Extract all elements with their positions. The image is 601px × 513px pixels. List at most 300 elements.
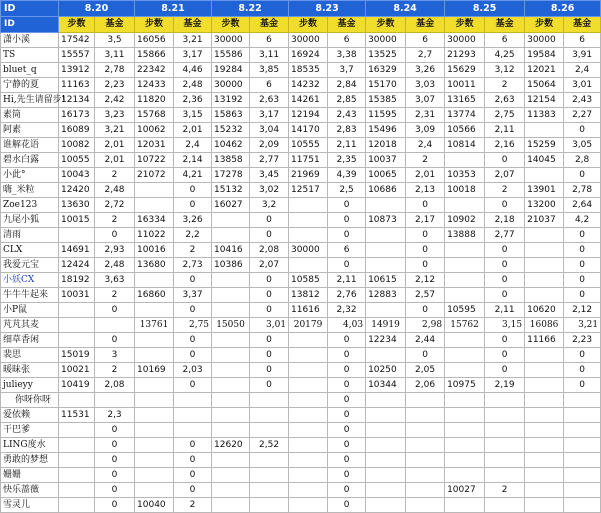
member-name: 素筒 (1, 108, 59, 123)
fund-cell: 2,06 (406, 378, 445, 393)
steps-cell: 10686 (366, 183, 406, 198)
steps-cell (212, 333, 250, 348)
fund-cell: 2,63 (485, 93, 525, 108)
fund-cell (406, 438, 445, 453)
fund-cell: 0 (485, 258, 525, 273)
fund-cell: 0 (328, 498, 366, 513)
table-row (1, 228, 601, 243)
fund-cell: 2,84 (328, 78, 366, 93)
fund-cell: 6 (406, 33, 445, 48)
table-row (1, 198, 601, 213)
fund-cell: 2,08 (250, 243, 289, 258)
member-name: 芃芃其麦 (1, 318, 59, 333)
fund-cell: 0 (174, 198, 212, 213)
fund-cell: 0 (174, 348, 212, 363)
fund-cell: 3,03 (406, 78, 445, 93)
fund-cell: 2,09 (250, 138, 289, 153)
fund-cell: 2,76 (328, 288, 366, 303)
member-name: 阿素 (1, 123, 59, 138)
fund-cell: 2,75 (485, 108, 525, 123)
steps-cell: 10620 (525, 303, 564, 318)
steps-cell (525, 288, 564, 303)
fund-cell: 2,07 (485, 168, 525, 183)
fund-cell: 0 (95, 468, 135, 483)
fund-cell: 2,8 (564, 153, 601, 168)
fund-cell (564, 483, 601, 498)
member-name: 碧水白露 (1, 153, 59, 168)
fund-cell (174, 393, 212, 408)
fund-cell: 0 (485, 273, 525, 288)
fund-cell (564, 393, 601, 408)
fund-cell: 0 (485, 348, 525, 363)
steps-cell: 15629 (445, 63, 485, 78)
steps-cell: 13680 (135, 258, 174, 273)
steps-cell: 15762 (445, 318, 485, 333)
steps-cell (525, 438, 564, 453)
fund-cell: 3,2 (250, 198, 289, 213)
steps-cell (445, 198, 485, 213)
steps-cell: 11616 (289, 303, 328, 318)
steps-header: 步数 (212, 17, 250, 33)
steps-cell (59, 453, 95, 468)
steps-cell: 13630 (59, 198, 95, 213)
fund-cell: 2,01 (406, 168, 445, 183)
fund-cell: 2 (485, 78, 525, 93)
steps-cell (289, 483, 328, 498)
steps-cell (445, 333, 485, 348)
steps-cell (289, 348, 328, 363)
steps-cell: 21969 (289, 168, 328, 183)
fund-cell: 3,26 (174, 213, 212, 228)
member-name: bluet_q (1, 63, 59, 78)
fund-cell: 2,03 (174, 363, 212, 378)
steps-cell: 30000 (212, 33, 250, 48)
fund-cell: 0 (250, 333, 289, 348)
member-name: 细草香闲 (1, 333, 59, 348)
steps-cell: 21072 (135, 168, 174, 183)
steps-cell: 12234 (366, 333, 406, 348)
steps-cell (366, 198, 406, 213)
table-row (1, 288, 601, 303)
fund-cell: 0 (564, 288, 601, 303)
fund-cell (250, 423, 289, 438)
steps-cell: 10062 (135, 123, 174, 138)
member-name: 小此° (1, 168, 59, 183)
fund-cell: 2,52 (250, 438, 289, 453)
steps-cell: 13761 (135, 318, 174, 333)
fund-cell: 3,63 (95, 273, 135, 288)
steps-cell (135, 378, 174, 393)
fund-cell: 3,37 (174, 288, 212, 303)
steps-cell: 10027 (445, 483, 485, 498)
steps-cell (289, 393, 328, 408)
steps-cell (289, 378, 328, 393)
steps-cell: 16173 (59, 108, 95, 123)
steps-cell (445, 153, 485, 168)
fund-cell: 6 (328, 243, 366, 258)
fund-cell (95, 318, 135, 333)
steps-cell: 10566 (445, 123, 485, 138)
fund-cell: 6 (250, 33, 289, 48)
fund-cell: 3,09 (406, 123, 445, 138)
fund-cell (95, 393, 135, 408)
steps-cell (59, 438, 95, 453)
fund-cell: 2,11 (485, 303, 525, 318)
steps-cell (445, 423, 485, 438)
steps-cell: 15259 (525, 138, 564, 153)
date-header: 8.24 (366, 1, 445, 17)
steps-cell (289, 438, 328, 453)
table-row (1, 273, 601, 288)
steps-cell (212, 213, 250, 228)
steps-header: 步数 (366, 17, 406, 33)
fund-cell (174, 408, 212, 423)
steps-cell (366, 303, 406, 318)
table-row (1, 78, 601, 93)
steps-cell (135, 483, 174, 498)
fund-cell: 2,32 (328, 303, 366, 318)
fund-cell: 6 (564, 33, 601, 48)
fund-cell: 2,2 (174, 228, 212, 243)
fund-cell: 0 (95, 228, 135, 243)
steps-cell: 10615 (366, 273, 406, 288)
steps-cell: 10814 (445, 138, 485, 153)
steps-cell (289, 498, 328, 513)
fund-cell: 2 (174, 243, 212, 258)
fund-cell: 3,11 (95, 48, 135, 63)
steps-cell (445, 363, 485, 378)
fund-cell: 0 (485, 243, 525, 258)
steps-header: 步数 (59, 17, 95, 33)
steps-cell (212, 393, 250, 408)
id-header: ID (1, 17, 59, 33)
fund-cell: 3,21 (174, 33, 212, 48)
steps-cell (525, 243, 564, 258)
fund-cell (564, 408, 601, 423)
steps-cell (212, 228, 250, 243)
steps-cell (445, 393, 485, 408)
steps-cell (212, 423, 250, 438)
steps-cell: 12134 (59, 93, 95, 108)
steps-cell: 11820 (135, 93, 174, 108)
table-row (1, 378, 601, 393)
fund-cell: 2,11 (485, 123, 525, 138)
fund-cell: 3,23 (95, 108, 135, 123)
date-header: 8.22 (212, 1, 289, 17)
fund-cell (250, 468, 289, 483)
steps-cell: 13165 (445, 93, 485, 108)
steps-cell (445, 243, 485, 258)
fund-cell: 0 (328, 438, 366, 453)
member-name: 小妖CX (1, 273, 59, 288)
fund-cell: 0 (250, 303, 289, 318)
fund-cell: 0 (406, 303, 445, 318)
fund-cell: 3,38 (328, 48, 366, 63)
steps-cell (445, 273, 485, 288)
fund-cell: 0 (250, 228, 289, 243)
steps-cell: 11383 (525, 108, 564, 123)
steps-cell (366, 228, 406, 243)
fund-cell: 2,12 (564, 303, 601, 318)
fund-cell: 2 (95, 288, 135, 303)
fund-cell: 3,02 (250, 183, 289, 198)
table-row (1, 63, 601, 78)
steps-cell: 15496 (366, 123, 406, 138)
steps-cell (289, 363, 328, 378)
steps-cell (59, 483, 95, 498)
steps-cell (212, 498, 250, 513)
member-name: 裴思 (1, 348, 59, 363)
fund-cell: 2,01 (95, 153, 135, 168)
fund-cell (406, 423, 445, 438)
fund-cell (406, 453, 445, 468)
date-header-row (1, 1, 601, 17)
fund-cell: 0 (174, 468, 212, 483)
steps-cell (525, 408, 564, 423)
steps-cell: 11022 (135, 228, 174, 243)
fund-cell: 3,04 (250, 123, 289, 138)
table-row (1, 48, 601, 63)
fund-cell (250, 483, 289, 498)
steps-header: 步数 (135, 17, 174, 33)
date-header: 8.23 (289, 1, 366, 17)
fund-cell: 0 (95, 438, 135, 453)
steps-cell (289, 258, 328, 273)
steps-cell (212, 273, 250, 288)
steps-cell: 12433 (135, 78, 174, 93)
member-name: 嗨_米粒 (1, 183, 59, 198)
fund-cell: 2,36 (174, 93, 212, 108)
steps-cell (445, 468, 485, 483)
steps-cell: 10585 (289, 273, 328, 288)
fund-cell: 3,26 (406, 63, 445, 78)
fund-cell: 0 (328, 348, 366, 363)
steps-cell: 18535 (289, 63, 328, 78)
fund-cell: 2,7 (406, 48, 445, 63)
fund-header: 基金 (485, 17, 525, 33)
fund-cell (174, 423, 212, 438)
table-row (1, 33, 601, 48)
steps-cell: 22342 (135, 63, 174, 78)
steps-cell: 10018 (445, 183, 485, 198)
fund-cell: 0 (485, 363, 525, 378)
fund-cell: 0 (174, 453, 212, 468)
steps-cell: 14261 (289, 93, 328, 108)
steps-cell (525, 363, 564, 378)
steps-cell: 15170 (366, 78, 406, 93)
fund-cell (485, 393, 525, 408)
steps-header: 步数 (289, 17, 328, 33)
steps-cell (212, 378, 250, 393)
fund-cell: 2,72 (95, 198, 135, 213)
steps-cell (525, 348, 564, 363)
fund-cell: 3,11 (250, 48, 289, 63)
fund-cell: 3,85 (250, 63, 289, 78)
steps-cell: 10416 (212, 243, 250, 258)
fund-cell: 2,07 (250, 258, 289, 273)
fund-cell: 2 (95, 213, 135, 228)
fund-cell: 0 (485, 288, 525, 303)
fund-cell: 2,31 (406, 108, 445, 123)
steps-cell (212, 363, 250, 378)
fund-header: 基金 (328, 17, 366, 33)
steps-cell: 14170 (289, 123, 328, 138)
steps-cell (366, 348, 406, 363)
steps-cell: 15863 (212, 108, 250, 123)
steps-cell (59, 303, 95, 318)
fund-cell: 0 (328, 408, 366, 423)
fund-cell (564, 453, 601, 468)
table-row (1, 258, 601, 273)
fund-cell: 2,18 (485, 213, 525, 228)
fund-cell: 3,21 (564, 318, 601, 333)
steps-cell (59, 228, 95, 243)
fund-cell: 0 (328, 378, 366, 393)
fund-cell: 2,5 (328, 183, 366, 198)
table-row (1, 333, 601, 348)
steps-cell: 12031 (135, 138, 174, 153)
member-name: 牛牛牛起来 (1, 288, 59, 303)
steps-cell: 16334 (135, 213, 174, 228)
table-row (1, 243, 601, 258)
steps-cell (366, 468, 406, 483)
steps-cell: 15768 (135, 108, 174, 123)
steps-cell: 30000 (445, 33, 485, 48)
fund-cell: 3,05 (564, 138, 601, 153)
steps-cell: 12420 (59, 183, 95, 198)
member-name: LING度水 (1, 438, 59, 453)
steps-cell (59, 468, 95, 483)
fund-cell: 3,7 (328, 63, 366, 78)
fund-cell: 2,14 (174, 153, 212, 168)
fund-cell: 2,43 (328, 108, 366, 123)
steps-cell: 15132 (212, 183, 250, 198)
steps-cell: 12021 (525, 63, 564, 78)
fund-cell: 0 (174, 483, 212, 498)
fund-cell (564, 498, 601, 513)
steps-cell: 13525 (366, 48, 406, 63)
steps-cell: 13901 (525, 183, 564, 198)
fund-cell: 0 (564, 258, 601, 273)
table-row (1, 303, 601, 318)
fund-cell: 3,15 (174, 108, 212, 123)
fund-cell: 0 (95, 303, 135, 318)
fund-cell: 2,23 (564, 333, 601, 348)
fund-cell: 0 (328, 468, 366, 483)
steps-cell (525, 228, 564, 243)
steps-cell: 21037 (525, 213, 564, 228)
fund-cell: 0 (95, 333, 135, 348)
steps-cell (135, 438, 174, 453)
steps-cell: 16086 (525, 318, 564, 333)
fund-cell (250, 453, 289, 468)
steps-cell (212, 408, 250, 423)
fund-cell: 2,64 (564, 198, 601, 213)
steps-cell (366, 453, 406, 468)
member-name: julieyy (1, 378, 59, 393)
member-name: 暖昧张 (1, 363, 59, 378)
steps-cell (135, 303, 174, 318)
fund-cell: 0 (328, 423, 366, 438)
fund-cell: 2,11 (328, 273, 366, 288)
steps-cell: 10169 (135, 363, 174, 378)
steps-cell (525, 393, 564, 408)
steps-cell: 10011 (445, 78, 485, 93)
fund-cell: 0 (485, 153, 525, 168)
member-name: 你呀你呀 (1, 393, 59, 408)
steps-header: 步数 (445, 17, 485, 33)
steps-cell: 12883 (366, 288, 406, 303)
steps-cell (135, 333, 174, 348)
member-name: 我爱元宝 (1, 258, 59, 273)
fund-cell: 2,85 (328, 93, 366, 108)
steps-cell (212, 288, 250, 303)
fund-cell: 2,77 (250, 153, 289, 168)
steps-cell: 16329 (366, 63, 406, 78)
steps-cell: 16089 (59, 123, 95, 138)
column-header-row (1, 17, 601, 33)
fund-cell: 0 (250, 288, 289, 303)
steps-cell: 30000 (289, 243, 328, 258)
fund-cell (406, 498, 445, 513)
fund-cell: 2,44 (406, 333, 445, 348)
steps-cell (212, 453, 250, 468)
fund-cell: 0 (564, 363, 601, 378)
steps-cell: 15019 (59, 348, 95, 363)
fund-header: 基金 (95, 17, 135, 33)
steps-cell: 10021 (59, 363, 95, 378)
fund-cell: 3,91 (564, 48, 601, 63)
fund-cell: 0 (328, 258, 366, 273)
fund-cell: 2,08 (95, 378, 135, 393)
member-name: TS (1, 48, 59, 63)
fund-cell: 6 (328, 33, 366, 48)
table-row (1, 483, 601, 498)
fund-cell: 0 (328, 333, 366, 348)
fund-cell: 2,19 (485, 378, 525, 393)
fund-cell: 0 (95, 483, 135, 498)
fund-cell (485, 423, 525, 438)
fund-cell: 0 (328, 483, 366, 498)
table-row (1, 93, 601, 108)
steps-header: 步数 (525, 17, 564, 33)
steps-cell (135, 408, 174, 423)
member-name: 雪灵儿 (1, 498, 59, 513)
member-name: 勇敢的梦想 (1, 453, 59, 468)
fund-cell: 4,21 (174, 168, 212, 183)
fund-cell: 0 (95, 423, 135, 438)
steps-cell (135, 183, 174, 198)
table-row (1, 438, 601, 453)
fund-cell (564, 423, 601, 438)
fund-cell (250, 393, 289, 408)
fund-cell: 2,78 (95, 63, 135, 78)
fund-cell: 2,01 (174, 123, 212, 138)
member-name: 九尾小狐 (1, 213, 59, 228)
table-row (1, 318, 601, 333)
fund-cell: 0 (174, 438, 212, 453)
steps-cell: 12620 (212, 438, 250, 453)
fund-cell: 3,45 (250, 168, 289, 183)
steps-cell: 17278 (212, 168, 250, 183)
steps-cell: 17542 (59, 33, 95, 48)
fund-cell: 0 (328, 363, 366, 378)
steps-cell (525, 468, 564, 483)
steps-cell (525, 378, 564, 393)
steps-cell (525, 483, 564, 498)
fund-cell: 4,2 (564, 213, 601, 228)
fund-cell: 2,01 (95, 138, 135, 153)
